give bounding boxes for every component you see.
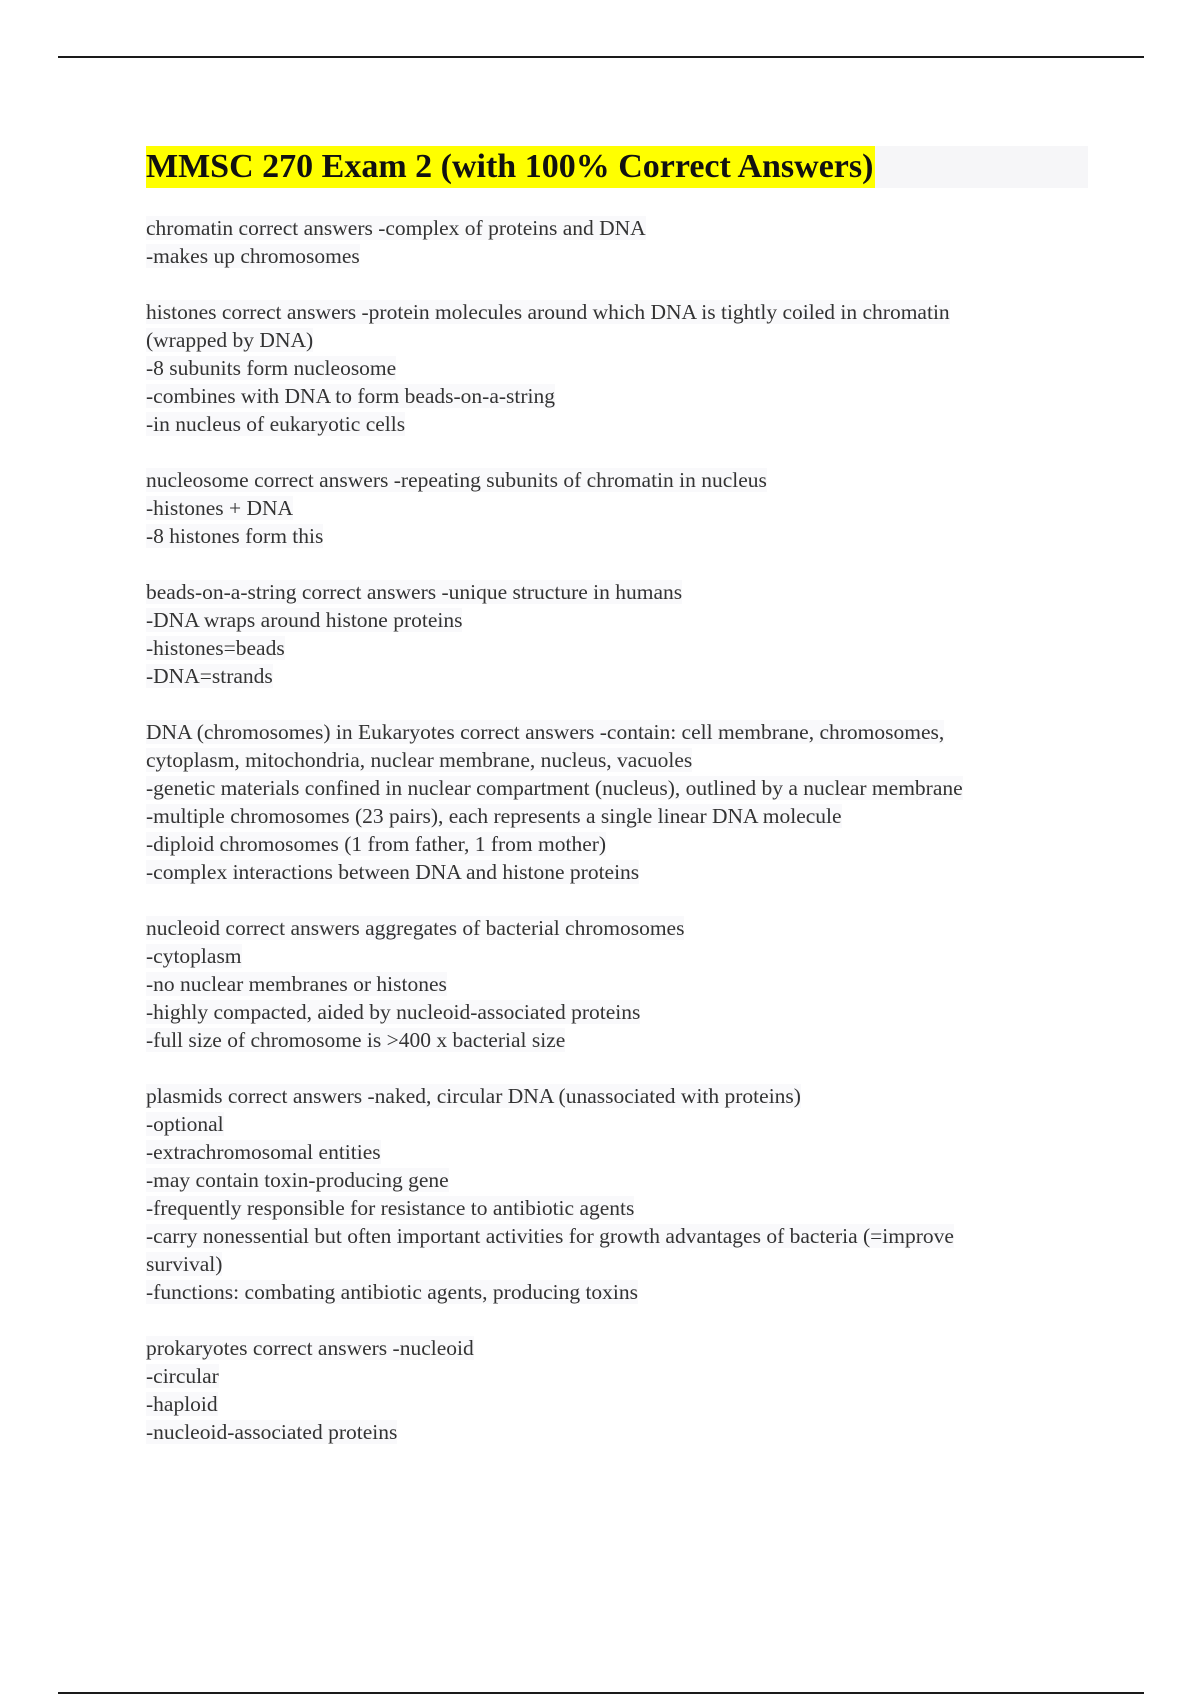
entry-answer-line [146,522,1096,550]
line-text: -extrachromosomal entities [146,1140,381,1164]
line-text: cytoplasm, mitochondria, nuclear membrane, nucleus, vacuoles [146,748,693,772]
entry-answer-line [146,1222,1096,1250]
page-title: MMSC 270 Exam 2 (with 100% Correct Answers) [146,146,875,188]
entry-answer-line [146,1390,1096,1418]
entry-term-line [146,914,1096,942]
qa-entry [146,298,1096,438]
entry-answer-line [146,1194,1096,1222]
line-text: -DNA wraps around histone proteins [146,608,463,632]
entry-answer-line [146,606,1096,634]
entry-term-line [146,578,1096,606]
line-text: survival) [146,1252,223,1276]
entry-answer-line [146,1138,1096,1166]
line-text: -may contain toxin-producing gene [146,1168,449,1192]
entry-answer-line [146,410,1096,438]
line-text: -histones=beads [146,636,285,660]
line-text: -full size of chromosome is >400 x bacterial size [146,1028,566,1052]
line-text: -carry nonessential but often important activities for growth advantages of bacteria (=improve [146,1224,954,1248]
line-text: -multiple chromosomes (23 pairs), each represents a single linear DNA molecule [146,804,842,828]
line-text: -histones + DNA [146,496,294,520]
line-text: -makes up chromosomes [146,244,360,268]
line-text: -frequently responsible for resistance to antibiotic agents [146,1196,635,1220]
entry-answer-line [146,830,1096,858]
qa-entry [146,214,1096,270]
entry-answer-line [146,494,1096,522]
entry-answer-line [146,1166,1096,1194]
entry-answer-line [146,662,1096,690]
line-text: (wrapped by DNA) [146,328,314,352]
line-text: -circular [146,1364,219,1388]
qa-entry [146,914,1096,1054]
entry-term-line [146,1334,1096,1362]
qa-entry [146,1082,1096,1306]
document-body [146,214,1096,1474]
line-text: chromatin correct answers -complex of proteins and DNA [146,216,646,240]
entry-term-line [146,718,1096,746]
line-text: -diploid chromosomes (1 from father, 1 from mother) [146,832,607,856]
line-text: -complex interactions between DNA and histone proteins [146,860,640,884]
entry-answer-line [146,634,1096,662]
line-text: -highly compacted, aided by nucleoid-associated proteins [146,1000,641,1024]
entry-answer-line [146,774,1096,802]
line-text: -nucleoid-associated proteins [146,1420,398,1444]
line-text: -DNA=strands [146,664,273,688]
line-text: nucleosome correct answers -repeating subunits of chromatin in nucleus [146,468,767,492]
line-text: histones correct answers -protein molecules around which DNA is tightly coiled in chromatin [146,300,950,324]
line-text: -combines with DNA to form beads-on-a-string [146,384,556,408]
entry-answer-line [146,1278,1096,1306]
line-text: -genetic materials confined in nuclear compartment (nucleus), outlined by a nuclear membrane [146,776,963,800]
entry-answer-line [146,1418,1096,1446]
entry-answer-line [146,382,1096,410]
entry-answer-line [146,802,1096,830]
entry-term-line [146,466,1096,494]
line-text: -8 histones form this [146,524,324,548]
entry-answer-line [146,326,1096,354]
line-text: -functions: combating antibiotic agents, producing toxins [146,1280,639,1304]
entry-answer-line [146,354,1096,382]
line-text: nucleoid correct answers aggregates of bacterial chromosomes [146,916,685,940]
top-divider [58,56,1144,58]
entry-answer-line [146,242,1096,270]
line-text: -haploid [146,1392,218,1416]
title-block [146,146,1088,188]
entry-term-line [146,1082,1096,1110]
entry-answer-line [146,858,1096,886]
qa-entry [146,1334,1096,1446]
qa-entry [146,718,1096,886]
entry-answer-line [146,998,1096,1026]
line-text: -cytoplasm [146,944,242,968]
line-text: beads-on-a-string correct answers -unique structure in humans [146,580,683,604]
entry-answer-line [146,1110,1096,1138]
entry-answer-line [146,1026,1096,1054]
entry-answer-line [146,746,1096,774]
qa-entry [146,578,1096,690]
qa-entry [146,466,1096,550]
bottom-divider [58,1692,1144,1694]
line-text: -in nucleus of eukaryotic cells [146,412,406,436]
line-text: -no nuclear membranes or histones [146,972,447,996]
entry-term-line [146,214,1096,242]
line-text: -8 subunits form nucleosome [146,356,397,380]
line-text: plasmids correct answers -naked, circular DNA (unassociated with proteins) [146,1084,801,1108]
line-text: DNA (chromosomes) in Eukaryotes correct answers -contain: cell membrane, chromosomes, [146,720,945,744]
entry-answer-line [146,942,1096,970]
entry-term-line [146,298,1096,326]
entry-answer-line [146,1362,1096,1390]
line-text: prokaryotes correct answers -nucleoid [146,1336,474,1360]
line-text: -optional [146,1112,224,1136]
entry-answer-line [146,970,1096,998]
entry-answer-line [146,1250,1096,1278]
